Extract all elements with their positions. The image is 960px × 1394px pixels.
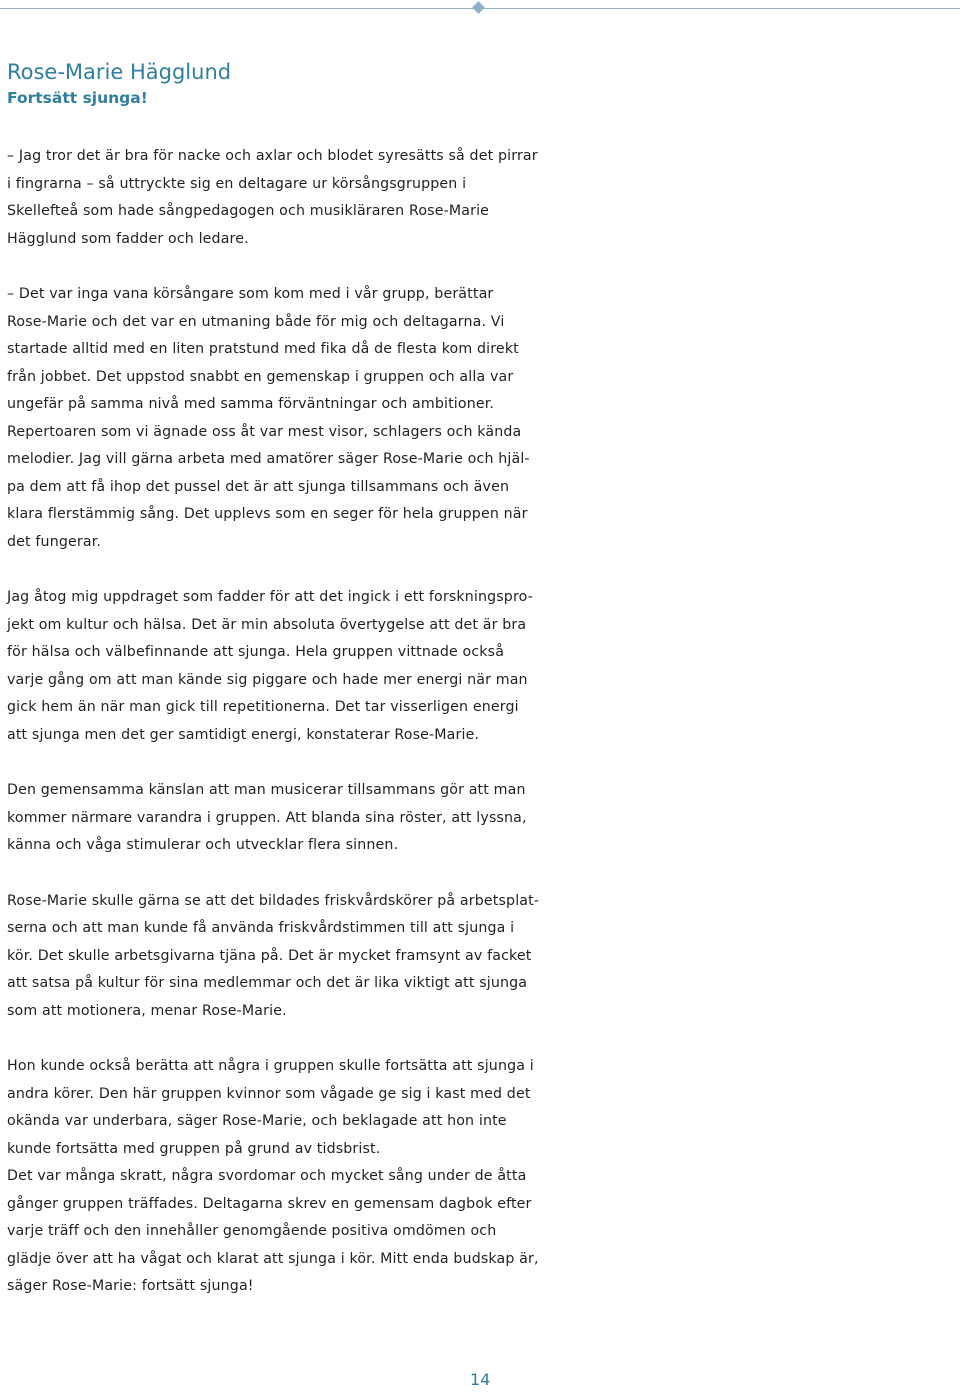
- paragraph-3: Jag åtog mig uppdraget som fadder för att det ingick i ett forskningspro- jekt om kultur och hälsa. Det är min absoluta övertygelse att det är bra för hälsa och välbefinnande att sjunga. Hela gruppen vittnade också varje gång om att man kände sig piggare och hade mer energi när man gick hem än när man gick till repetitionerna. Det tar visserligen energi att sjunga men det ger samtidigt energi, konstaterar Rose-Marie.: [7, 589, 533, 743]
- paragraph-2: – Det var inga vana körsångare som kom med i vår grupp, berättar Rose-Marie och det var en utmaning både för mig och deltagarna. Vi startade alltid med en liten pratstund med fika då de flesta kom direkt från jobbet. Det uppstod snabbt en gemenskap i gruppen och alla var ungefär på samma nivå med samma förväntningar och ambitioner. Repertoaren som vi ägnade oss åt var mest visor, schlagers och kända melodier. Jag vill gärna arbeta med amatörer säger Rose-Marie och hjäl- pa dem att få ihop det pussel det är att sjunga tillsammans och även klara flerstämmig sång. Det upplevs som en seger för hela gruppen när det fungerar.: [7, 286, 530, 550]
- article: [7, 58, 552, 1329]
- article-subtitle: Fortsätt sjunga!: [7, 89, 148, 107]
- paragraph-4: Den gemensamma känslan att man musicerar tillsammans gör att man kommer närmare varandra i gruppen. Att blanda sina röster, att lyssna, känna och våga stimulerar och utvecklar flera sinnen.: [7, 782, 527, 853]
- paragraph-1: – Jag tror det är bra för nacke och axlar och blodet syresätts så det pirrar i fingrarna – så uttryckte sig en deltagare ur körsångsgruppen i Skellefteå som hade sångpedagogen och musikläraren Rose-Marie Hägglund som fadder och ledare.: [7, 148, 538, 247]
- paragraph-7: Det var många skratt, några svordomar och mycket sång under de åtta gånger gruppen träffades. Deltagarna skrev en gemensam dagbok efter varje träff och den innehåller genomgående positiva omdömen och glädje över att ha vågat och klarat att sjunga i kör. Mitt enda budskap är, säger Rose-Marie: fortsätt sjunga!: [7, 1168, 539, 1294]
- article-body: [7, 143, 552, 1301]
- page-number: 14: [470, 1370, 491, 1389]
- diamond-ornament-icon: [472, 1, 485, 14]
- article-title: Rose-Marie Hägglund: [7, 60, 232, 84]
- paragraph-5: Rose-Marie skulle gärna se att det bildades friskvårdskörer på arbetsplat- serna och att man kunde få använda friskvårdstimmen till att sjunga i kör. Det skulle arbetsgivarna tjäna på. Det är mycket framsynt av facket att satsa på kultur för sina medlemmar och det är lika viktigt att sjunga som att motionera, menar Rose-Marie.: [7, 892, 540, 1019]
- paragraph-6: Hon kunde också berätta att några i gruppen skulle fortsätta att sjunga i andra körer. Den här gruppen kvinnor som vågade ge sig i kast med det okända var underbara, säger Rose-Marie, och beklagade att hon inte kunde fortsätta med gruppen på grund av tidsbrist.: [7, 1058, 534, 1157]
